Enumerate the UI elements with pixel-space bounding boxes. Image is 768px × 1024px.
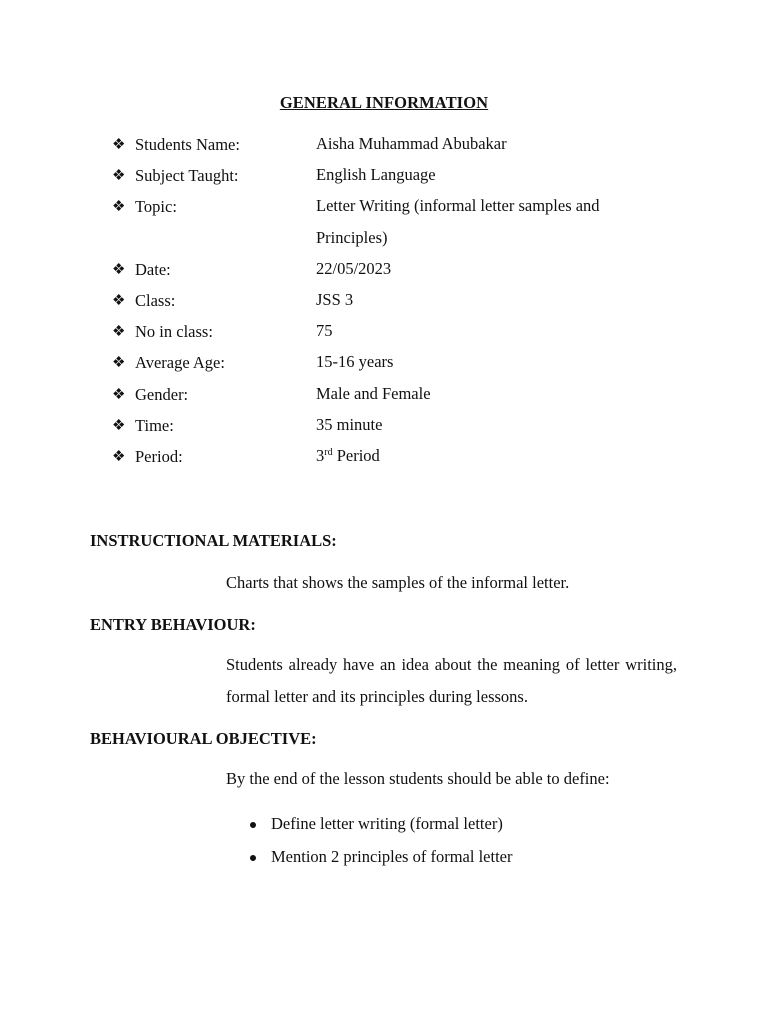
info-value: JSS 3 xyxy=(316,290,354,309)
info-label: No in class: xyxy=(135,322,213,341)
info-label: Subject Taught: xyxy=(135,166,239,185)
diamond-bullet-icon: ❖ xyxy=(112,293,126,309)
behavioural-objective-heading: BEHAVIOURAL OBJECTIVE: xyxy=(90,729,317,748)
info-label: Time: xyxy=(135,416,174,435)
entry-behaviour-heading: ENTRY BEHAVIOUR: xyxy=(90,615,256,634)
info-value: 22/05/2023 xyxy=(316,259,392,278)
info-label: Class: xyxy=(135,291,176,310)
diamond-bullet-icon: ❖ xyxy=(112,262,126,278)
info-label: Students Name: xyxy=(135,135,240,154)
document-title: GENERAL INFORMATION xyxy=(279,93,489,112)
diamond-bullet-icon: ❖ xyxy=(112,168,126,184)
info-label: Topic: xyxy=(135,197,177,216)
period-word: Period xyxy=(332,446,380,465)
period-number: 3 xyxy=(316,446,325,465)
instructional-materials-text: Charts that shows the samples of the informal letter. xyxy=(226,573,570,592)
info-value: 35 minute xyxy=(316,415,383,434)
entry-behaviour-text: Students already have an idea about the meaning of letter writing, formal letter and its principles during lessons. xyxy=(226,655,677,706)
diamond-bullet-icon: ❖ xyxy=(112,199,126,215)
bullet-dot-icon xyxy=(250,855,256,861)
behavioural-objective-text: By the end of the lesson students should be able to define: xyxy=(226,769,610,788)
general-information-list xyxy=(0,0,768,480)
diamond-bullet-icon: ❖ xyxy=(112,387,126,403)
info-value: 75 xyxy=(316,321,333,340)
info-label: Gender: xyxy=(135,385,189,404)
info-value: Letter Writing (informal letter samples and Principles) xyxy=(316,196,600,247)
info-value-period xyxy=(316,440,676,472)
diamond-bullet-icon: ❖ xyxy=(112,418,126,434)
diamond-bullet-icon: ❖ xyxy=(112,449,126,465)
info-label: Date: xyxy=(135,260,171,279)
info-value: Aisha Muhammad Abubakar xyxy=(316,134,507,153)
instructional-materials-heading: INSTRUCTIONAL MATERIALS: xyxy=(90,531,337,550)
objective-text: Mention 2 principles of formal letter xyxy=(271,847,513,866)
info-label: Period: xyxy=(135,447,183,466)
diamond-bullet-icon: ❖ xyxy=(112,137,126,153)
diamond-bullet-icon: ❖ xyxy=(112,324,126,340)
diamond-bullet-icon: ❖ xyxy=(112,355,126,371)
info-value: English Language xyxy=(316,165,436,184)
info-value: 15-16 years xyxy=(316,352,394,371)
bullet-dot-icon xyxy=(250,822,256,828)
objective-text: Define letter writing (formal letter) xyxy=(271,814,503,833)
period-ordinal-suffix: rd xyxy=(324,447,333,458)
info-value: Male and Female xyxy=(316,384,431,403)
info-label: Average Age: xyxy=(135,353,225,372)
